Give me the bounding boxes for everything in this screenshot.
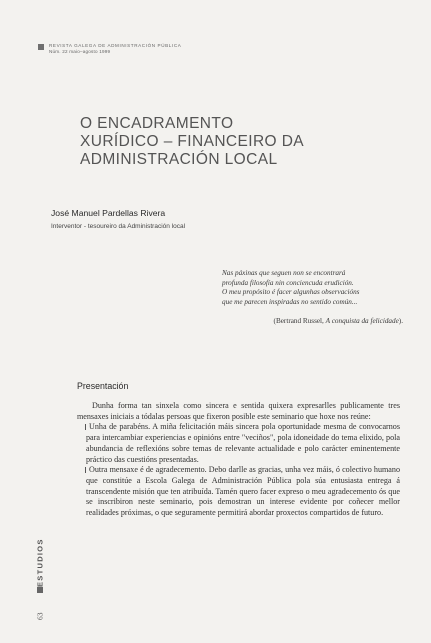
bar-bullet-icon: [85, 467, 86, 473]
epigraph-line: O meu propósito é facer algunhas observacións: [222, 288, 360, 297]
bullet-text: Outra mensaxe é de agradecemento. Debo darlle as gracias, unha vez máis, ó colectivo humano que constitúe a Escola Galega de Administración Pública pola súa entusiasta entrega á transcendente misión que ten atribuída. Tamén quero facer expreso o meu agradecemento ós que se inscribiron neste seminario, pois demostran un interese evidente por coñecer mellor realidades próximas, o que seguramente permitirá abordar proxectos compartidos de futuro.: [86, 465, 400, 518]
running-head-text: [49, 43, 181, 55]
title-line: XURÍDICO – FINANCEIRO DA: [80, 133, 305, 150]
epigraph-source-prefix: (Bertrand Russel,: [273, 317, 326, 325]
epigraph: [222, 269, 404, 307]
article-title: [80, 115, 380, 169]
epigraph-line: profunda filosofía nin conciencuda erudición.: [222, 278, 354, 287]
body-text: [77, 401, 400, 519]
running-head: [38, 43, 181, 55]
section-label: [33, 516, 47, 596]
side-margin: [33, 516, 47, 626]
epigraph-source: [274, 317, 403, 325]
author-affiliation: Interventor - tesoureiro da Administración local: [51, 223, 186, 230]
title-line: ADMINISTRACIÓN LOCAL: [80, 151, 278, 168]
epigraph-line: Nas páxinas que seguen non se encontrará: [222, 269, 346, 277]
epigraph-line: que me parecen inspiradas no sentido común...: [222, 297, 358, 306]
section-label-text: ESTUDIOS: [35, 538, 45, 587]
bullet-paragraph: [77, 465, 400, 519]
epigraph-source-title: A conquista da felicidade: [325, 317, 399, 325]
body-paragraph: Dunha forma tan sinxela como sincera e sentida quixera expresarlles publicamente tres mensaxes iniciais a tódalas persoas que fixeron posible este seminario que hoxe nos reúne:: [77, 401, 400, 421]
journal-name: REVISTA GALEGA DE ADMINISTRACIÓN PÚBLICA: [49, 43, 182, 48]
bullet-paragraph: [77, 422, 400, 465]
square-bullet-icon: [38, 44, 44, 50]
title-line: O ENCADRAMENTO: [80, 115, 234, 132]
bullet-text: Unha de parabéns. A miña felicitación máis sincera pola oportunidade mesma de convocarnos para intercambiar experiencias e opinións entre "veciños", pola idoneidade do tema elixido, pola abundancia de reflexións sobre temas de relevante actualidade e polo carácter eminentemente práctico das cuestións presentadas.: [86, 422, 400, 464]
square-bullet-icon: [37, 587, 43, 593]
bar-bullet-icon: [85, 424, 86, 430]
epigraph-source-suffix: ).: [398, 317, 403, 325]
issue-info: Núm. 22 maio–agosto 1999: [49, 49, 111, 54]
author-name: José Manuel Pardellas Rivera: [51, 208, 166, 218]
section-heading: Presentación: [77, 381, 129, 391]
page-number: 63: [35, 612, 45, 620]
